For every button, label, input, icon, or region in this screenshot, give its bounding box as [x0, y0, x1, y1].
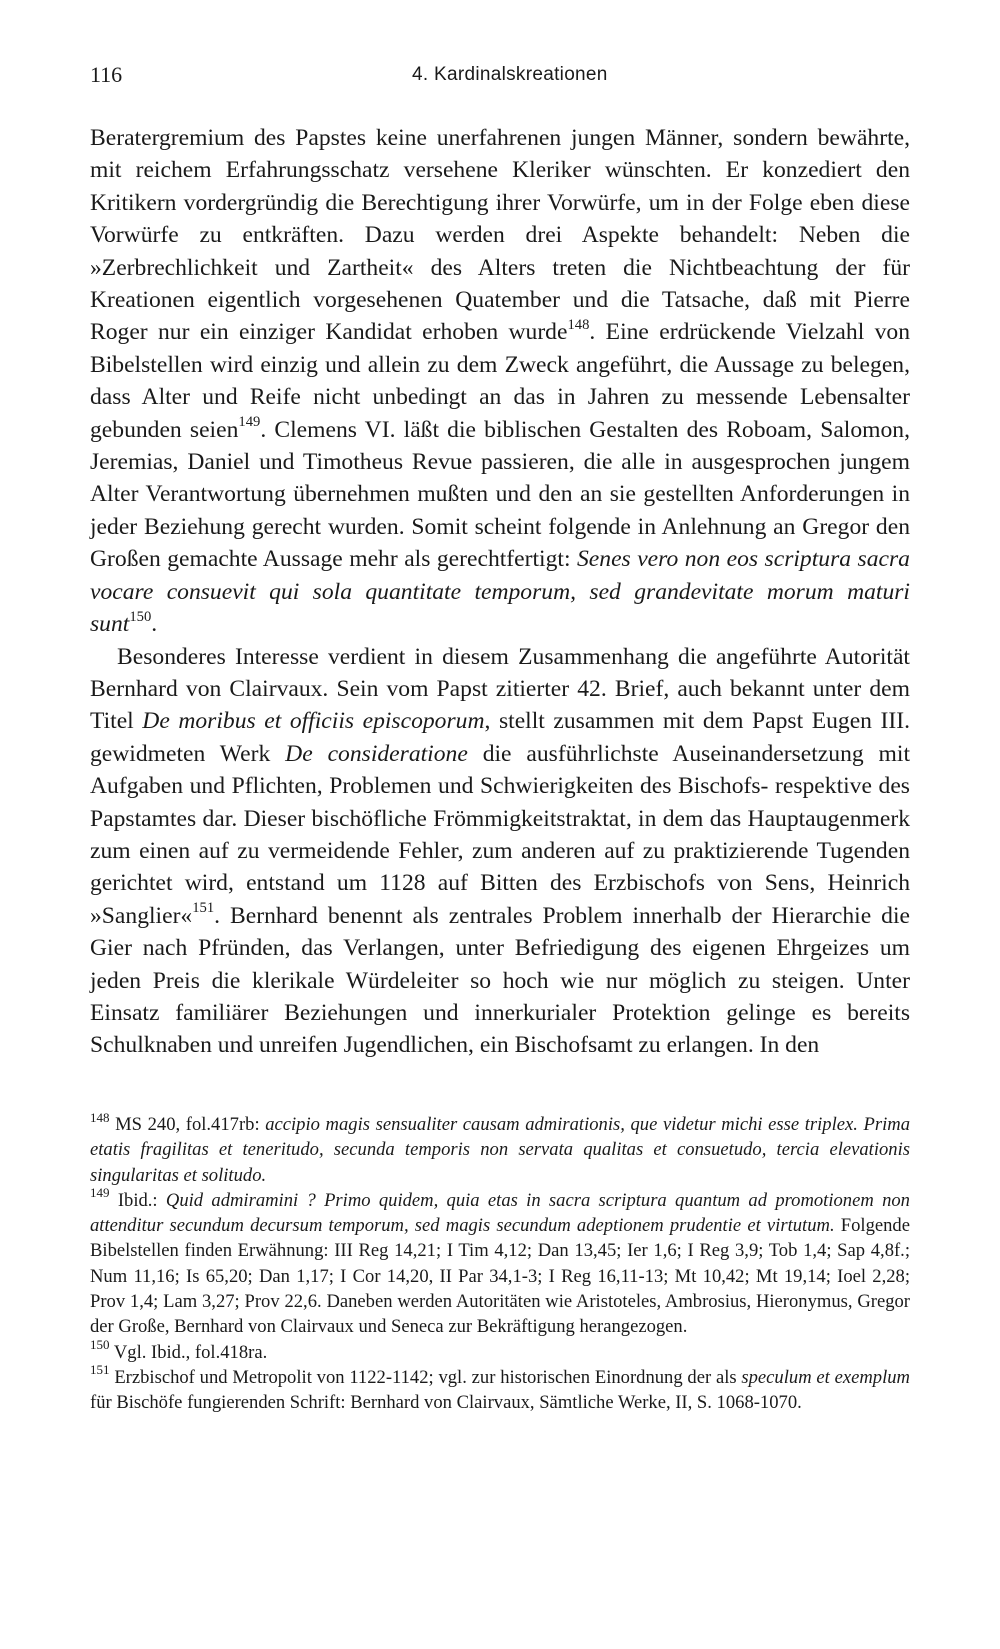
text-run: für Bischöfe fungierenden Schrift: Bernhard von Clairvaux, Sämtliche Werke, II, S. 1068-1070.	[90, 1392, 802, 1414]
footnote-ref-150[interactable]: 150	[129, 608, 152, 625]
footnote-149	[90, 1185, 910, 1340]
text-run: , stellt zusammen mit dem Papst Eugen III. gewidmeten Werk	[90, 708, 910, 767]
text-run: . Bernhard benennt als zentrales Problem innerhalb der Hierarchie die Gier nach Pfründen, das Verlangen, unter Befriedigung des eigenen Ehrgeizes um jeden Preis die klerikale Würdeleiter so hoch wie nur möglich zu steigen. Unter Einsatz familiärer Beziehungen und innerkurialer Protektion gelinge es bereits Schulknaben und unreifen Jugendlichen, ein Bischofsamt zu erlangen. In den	[90, 902, 910, 1059]
main-text	[90, 122, 910, 1062]
footnote-ref-148[interactable]: 148	[567, 317, 590, 334]
text-run: die ausführlichste Auseinandersetzung mit Aufgaben und Pflichten, Problemen und Schwierigkeiten des Bischofs- respektive des Papstamtes dar. Dieser bischöfliche Frömmigkeitstraktat, in dem das Hauptaugenmerk zum einen auf zu vermeidende Fehler, zum anderen auf zu praktizierende Tugenden gerichtet wird, entstand um 1128 auf Bitten des Erzbischofs von Sens, Heinrich »Sanglier«	[90, 740, 911, 929]
text-run: Ibid.:	[109, 1189, 166, 1211]
work-title: De moribus et officiis episcoporum	[142, 708, 485, 735]
footnote-number: 148	[90, 1109, 110, 1125]
footnote-148	[90, 1109, 910, 1188]
text-run: .	[151, 611, 158, 638]
page-number: 116	[90, 62, 123, 87]
text-run: Folgende Bibelstellen finden Erwähnung: III Reg 14,21; I Tim 4,12; Dan 13,45; Ier 1,6; I Reg 3,9; Tob 1,4; Sap 4,8f.; Num 11,16; Is 65,20; Dan 1,17; I Cor 14,20, II Par 34,1-3; I Reg 16,11-13; Mt 10,42; Mt 19,14; Ioel 2,28; Prov 1,4; Lam 3,27; Prov 22,6. Daneben werden Autoritäten wie Aristoteles, Ambrosius, Hieronymus, Gregor der Große, Bernhard von Clairvaux und Seneca zur Bekräftigung herangezogen.	[90, 1215, 910, 1338]
text-run: MS 240, fol.417rb:	[109, 1114, 266, 1135]
text-run: Besonderes Interesse verdient in diesem Zusammenhang die angeführte Autorität Bernhard von Clairvaux. Sein vom Papst zitierter 42. Brief, auch bekannt unter dem Titel	[90, 643, 910, 735]
paragraph-2	[90, 641, 910, 1062]
footnote-ref-149[interactable]: 149	[238, 414, 261, 431]
latin-quote: accipio magis sensualiter causam admirationis, que videtur michi esse triplex. Prima etatis fragilitas et teneritudo, secunda temporis non servata qualitas et consuetudo, tercia elevationis singularitas et solitudo.	[90, 1114, 910, 1186]
footnote-151	[90, 1362, 910, 1416]
text-run: . Clemens VI. läßt die biblischen Gestalten des Roboam, Salomon, Jeremias, Daniel und Timotheus Revue passieren, die alle in ausgesprochen jungem Alter Verantwortung übernehmen mußten und den an sie gestellten Anforderungen in jeder Beziehung gerecht wurden. Somit scheint folgende in Anlehnung an Gregor den Großen gemachte Aussage mehr als gerechtfertigt:	[90, 416, 910, 573]
text-run: Beratergremium des Papstes keine unerfahrenen jungen Männer, sondern bewährte, mit reichem Erfahrungsschatz versehene Kleriker wünschten. Er konzediert den Kritikern vordergründig die Berechtigung ihrer Vorwürfe, um in der Folge eben diese Vorwürfe zu entkräften. Dazu werden drei Aspekte behandelt: Neben die »Zerbrechlichkeit und Zartheit« des Alters treten die Nichtbeachtung der für Kreationen eigentlich vorgesehenen Quatember und die Tatsache, daß mit Pierre Roger nur ein einziger Kandidat erhoben wurde	[90, 125, 910, 346]
footnote-number: 149	[90, 1185, 110, 1201]
text-run: Vgl. Ibid., fol.418ra.	[109, 1341, 268, 1363]
latin-phrase: speculum et exemplum	[741, 1366, 910, 1388]
paragraph-1	[90, 122, 910, 641]
latin-quote: Quid admiramini ? Primo quidem, quia etas in sacra scriptura quantum ad promotionem non attenditur secundum decursum temporum, sed magis secundum adeptionem prudentie et virtutum.	[90, 1189, 910, 1237]
page-header	[90, 62, 910, 92]
latin-quote: Senes vero non eos scriptura sacra vocare consuevit qui sola quantitate temporum, sed grandevitate morum maturi sunt	[90, 546, 910, 638]
footnote-number: 150	[90, 1337, 110, 1353]
footnote-ref-151[interactable]: 151	[192, 900, 215, 917]
footnote-number: 151	[90, 1362, 110, 1378]
work-title: De consideratione	[285, 740, 468, 767]
footnote-150	[90, 1337, 910, 1365]
text-run: Erzbischof und Metropolit von 1122-1142; vgl. zur historischen Einordnung der als	[109, 1366, 742, 1388]
text-run: . Eine erdrückende Vielzahl von Bibelstellen wird einzig und allein zu dem Zweck angeführt, die Aussage zu belegen, dass Alter und Reife nicht unbedingt an das in Jahren zu messende Lebensalter gebunden seien	[90, 319, 910, 443]
running-title: 4. Kardinalskreationen	[412, 64, 608, 85]
footnotes	[90, 1109, 910, 1416]
